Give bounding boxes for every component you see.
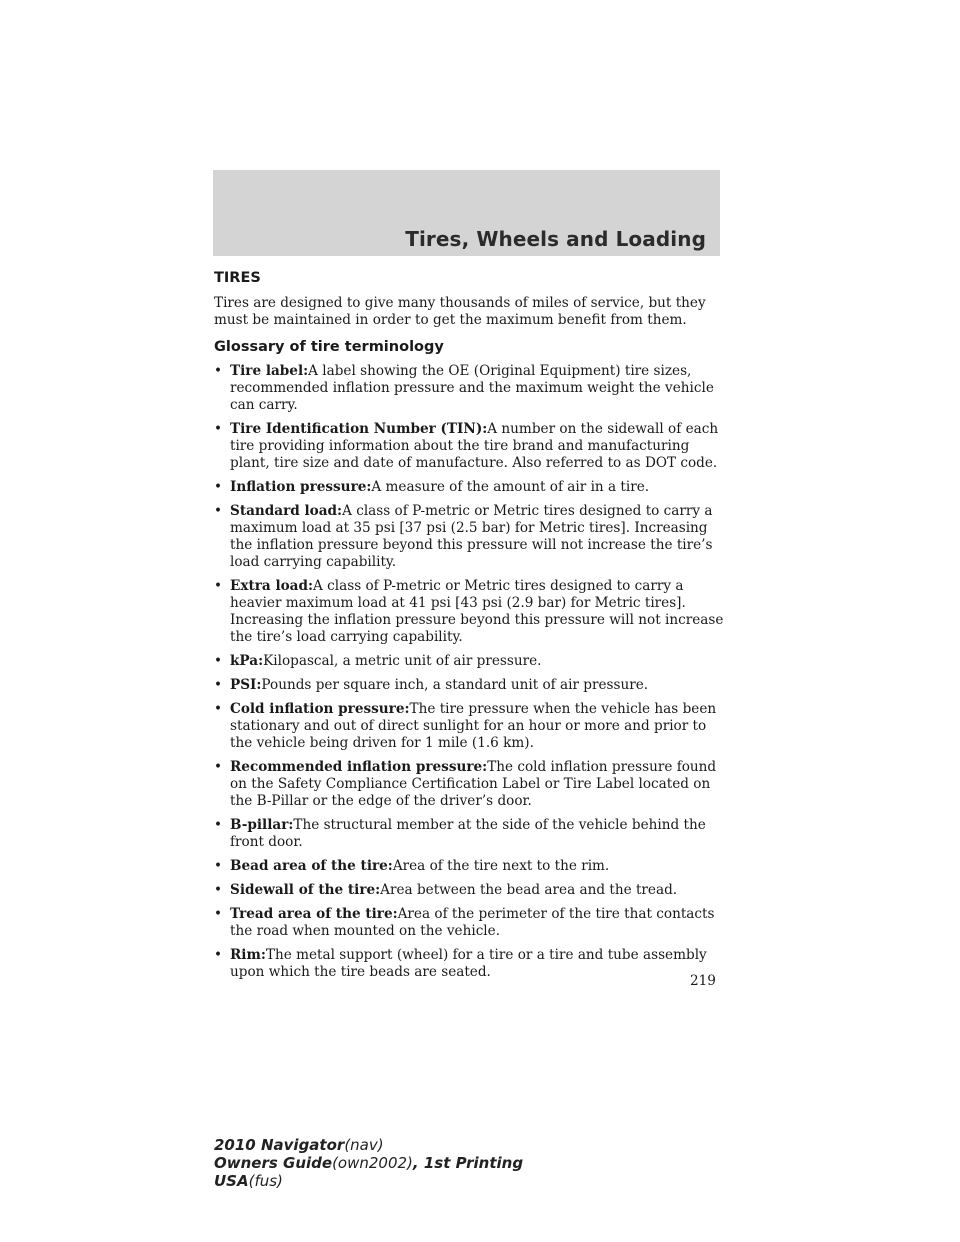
bullet-icon: • (214, 858, 223, 874)
intro-paragraph: Tires are designed to give many thousands of miles of service, but they must be maintained in order to get the maximum benefit from them. (214, 295, 706, 328)
footer-line-guide (214, 1154, 523, 1172)
glossary-item (214, 479, 726, 496)
glossary-term: Standard load: (230, 503, 343, 519)
footer-line-model (214, 1136, 523, 1154)
glossary-definition: A class of P-metric or Metric tires designed to carry a heavier maximum load at 41 psi [43 psi (2.9 bar) for Metric tires]. Increasing the inflation pressure beyond this pressure will not increase the tire’s load carrying capability. (230, 578, 724, 645)
footer-guide: Owners Guide (214, 1154, 333, 1172)
footer-market-code: (fus) (248, 1172, 283, 1190)
glossary-term: Extra load: (230, 578, 314, 594)
glossary-term: Tire label: (230, 363, 309, 379)
bullet-icon: • (214, 759, 223, 775)
bullet-icon: • (214, 947, 223, 963)
chapter-title: Tires, Wheels and Loading (405, 227, 706, 251)
glossary-item (214, 882, 726, 899)
glossary-item (214, 578, 726, 646)
glossary-item (214, 421, 726, 472)
glossary-term: Tread area of the tire: (230, 906, 398, 922)
bullet-icon: • (214, 882, 223, 898)
glossary-item (214, 503, 726, 571)
bullet-icon: • (214, 653, 223, 669)
glossary-definition: A measure of the amount of air in a tire. (371, 479, 650, 495)
glossary-item (214, 653, 726, 670)
glossary-definition: A label showing the OE (Original Equipment) tire sizes, recommended inflation pressure and the maximum weight the vehicle can carry. (230, 363, 714, 413)
page-content (214, 270, 726, 988)
bullet-icon: • (214, 421, 223, 437)
bullet-icon: • (214, 479, 223, 495)
glossary-term: Inflation pressure: (230, 479, 372, 495)
glossary-item (214, 759, 726, 810)
glossary-definition: Area between the bead area and the tread. (380, 882, 678, 898)
bullet-icon: • (214, 503, 223, 519)
footer-line-market (214, 1172, 523, 1190)
glossary-term: Bead area of the tire: (230, 858, 393, 874)
footer-model-code: (nav) (344, 1136, 384, 1154)
page-number: 219 (690, 973, 716, 989)
glossary-term: Sidewall of the tire: (230, 882, 381, 898)
footer-printing: , 1st Printing (412, 1154, 524, 1172)
glossary-definition: Pounds per square inch, a standard unit of air pressure. (261, 677, 649, 693)
print-footer (214, 1136, 523, 1190)
bullet-icon: • (214, 363, 223, 379)
glossary-item (214, 677, 726, 694)
glossary-term: Recommended inflation pressure: (230, 759, 488, 775)
glossary-definition: Area of the perimeter of the tire that contacts the road when mounted on the vehicle. (230, 906, 715, 939)
glossary-term: B-pillar: (230, 817, 294, 833)
glossary-definition: Area of the tire next to the rim. (392, 858, 610, 874)
glossary-definition: A class of P-metric or Metric tires designed to carry a maximum load at 35 psi [37 psi (2.5 bar) for Metric tires]. Increasing the inflation pressure beyond this pressure will not increase the tire’s load carrying capability. (230, 503, 713, 570)
bullet-icon: • (214, 677, 223, 693)
section-title: TIRES (214, 270, 261, 286)
glossary-term: kPa: (230, 653, 264, 669)
glossary-item (214, 906, 726, 940)
glossary-definition: The tire pressure when the vehicle has been stationary and out of direct sunlight for an hour or more and prior to the vehicle being driven for 1 mile (1.6 km). (230, 701, 717, 751)
chapter-header-band (213, 170, 720, 256)
glossary-term: PSI: (230, 677, 262, 693)
glossary-item (214, 701, 726, 752)
glossary-item (214, 363, 726, 414)
bullet-icon: • (214, 578, 223, 594)
glossary-definition: A number on the sidewall of each tire providing information about the tire brand and manufacturing plant, tire size and date of manufacture. Also referred to as DOT code. (230, 421, 719, 471)
glossary-list (214, 363, 726, 981)
glossary-term: Tire Identification Number (TIN): (230, 421, 488, 437)
glossary-item (214, 858, 726, 875)
glossary-definition: The metal support (wheel) for a tire or a tire and tube assembly upon which the tire beads are seated. (230, 947, 707, 980)
glossary-item (214, 817, 726, 851)
glossary-term: Cold inflation pressure: (230, 701, 410, 717)
bullet-icon: • (214, 817, 223, 833)
glossary-title: Glossary of tire terminology (214, 339, 444, 355)
bullet-icon: • (214, 701, 223, 717)
bullet-icon: • (214, 906, 223, 922)
footer-model: 2010 Navigator (214, 1136, 345, 1154)
glossary-definition: The cold inflation pressure found on the Safety Compliance Certification Label or Tire Label located on the B-Pillar or the edge of the driver’s door. (230, 759, 717, 809)
glossary-definition: Kilopascal, a metric unit of air pressure. (263, 653, 542, 669)
footer-market: USA (214, 1172, 249, 1190)
footer-guide-code: (own2002) (332, 1154, 413, 1172)
glossary-term: Rim: (230, 947, 266, 963)
glossary-definition: The structural member at the side of the vehicle behind the front door. (230, 817, 706, 850)
glossary-item (214, 947, 726, 981)
